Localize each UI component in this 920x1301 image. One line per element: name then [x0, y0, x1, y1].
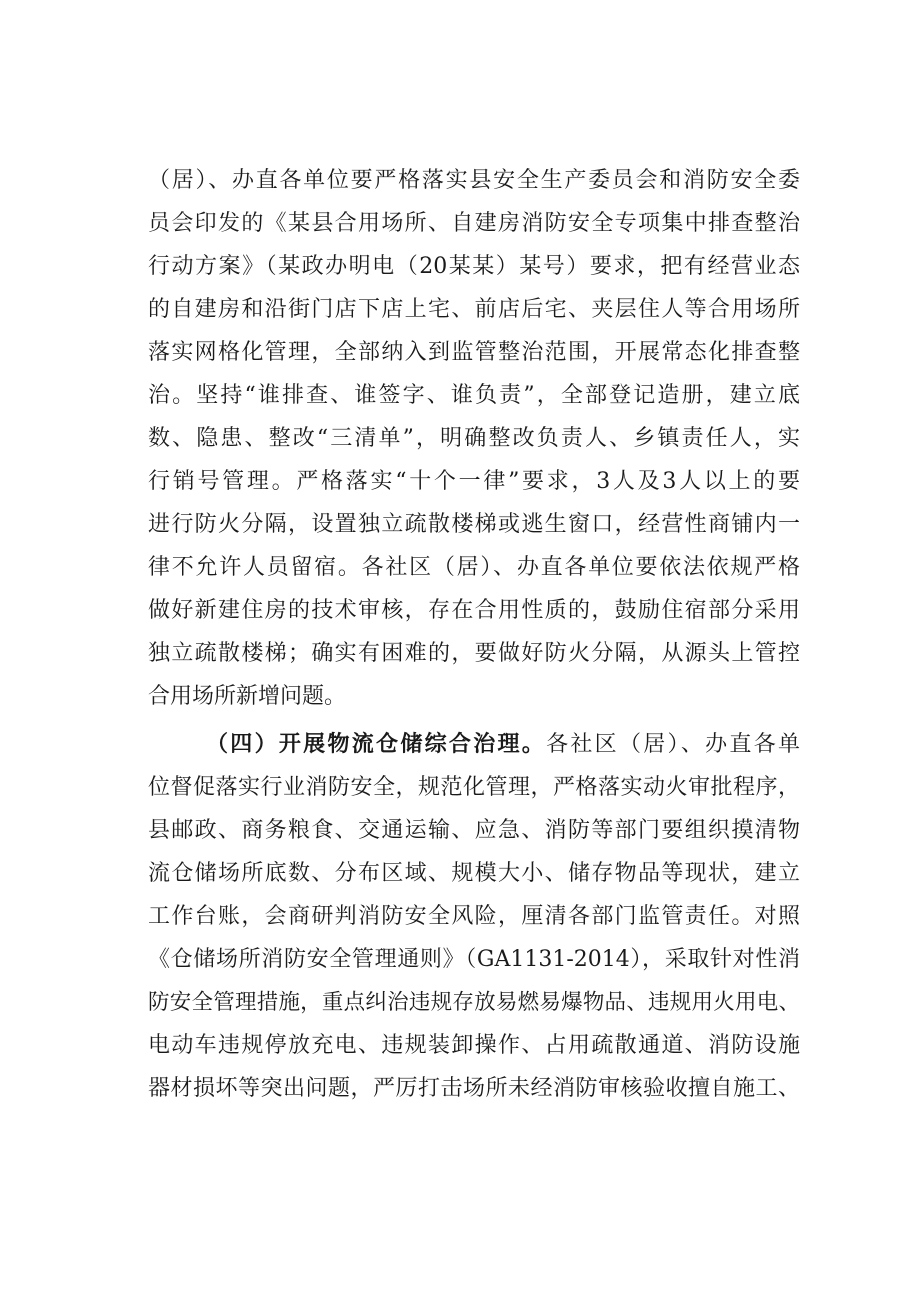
- paragraph-1-line-12: 独立疏散楼梯；确实有困难的，要做好防火分隔，从源头上管控: [148, 641, 800, 666]
- section-4-first-line-text: 各社区（居）、办直各单: [546, 732, 800, 757]
- paragraph-1-line-2: 员会印发的《某县合用场所、自建房消防安全专项集中排查整治: [148, 211, 800, 236]
- section-4-line-5: 工作台账，会商研判消防安全风险，厘清各部门监管责任。对照: [148, 904, 800, 929]
- section-4-line-4: 流仓储场所底数、分布区域、规模大小、储存物品等现状，建立: [148, 861, 800, 886]
- paragraph-1-line-4: 的自建房和沿街门店下店上宅、前店后宅、夹层住人等合用场所: [148, 297, 800, 322]
- section-4-line-8: 电动车违规停放充电、违规装卸操作、占用疏散通道、消防设施: [148, 1033, 800, 1058]
- section-4-line-7: 防安全管理措施，重点纠治违规存放易燃易爆物品、违规用火用电、: [148, 990, 800, 1015]
- section-4-line-9: 器材损坏等突出问题，严厉打击场所未经消防审核验收擅自施工、: [148, 1076, 800, 1101]
- section-4-heading: （四）开展物流仓储综合治理。: [206, 732, 547, 757]
- section-4-line-2: 位督促落实行业消防安全，规范化管理，严格落实动火审批程序，: [148, 775, 800, 800]
- paragraph-1-line-3: 行动方案》（某政办明电（20某某）某号）要求，把有经营业态: [148, 254, 800, 279]
- section-4-first-line: [206, 725, 800, 765]
- paragraph-1-line-9: 进行防火分隔，设置独立疏散楼梯或逃生窗口，经营性商铺内一: [148, 512, 800, 537]
- paragraph-1-line-5: 落实网格化管理，全部纳入到监管整治范围，开展常态化排查整: [148, 340, 800, 365]
- paragraph-1-line-8: 行销号管理。严格落实“十个一律”要求，3人及3人以上的要: [148, 469, 800, 494]
- paragraph-1-line-13: 合用场所新增问题。: [148, 684, 347, 709]
- paragraph-1-line-1: （居）、办直各单位要严格落实县安全生产委员会和消防安全委: [148, 168, 800, 193]
- paragraph-1-line-10: 律不允许人员留宿。各社区（居）、办直各单位要依法依规严格: [148, 555, 800, 580]
- paragraph-1-line-6: 治。坚持“谁排查、谁签字、谁负责”，全部登记造册，建立底: [148, 383, 800, 408]
- paragraph-1-line-7: 数、隐患、整改“三清单”，明确整改负责人、乡镇责任人，实: [148, 426, 800, 451]
- paragraph-1-line-11: 做好新建住房的技术审核，存在合用性质的，鼓励住宿部分采用: [148, 598, 800, 623]
- section-4-line-3: 县邮政、商务粮食、交通运输、应急、消防等部门要组织摸清物: [148, 818, 800, 843]
- section-4-line-6: 《仓储场所消防安全管理通则》（GA1131-2014），采取针对性消: [148, 947, 800, 972]
